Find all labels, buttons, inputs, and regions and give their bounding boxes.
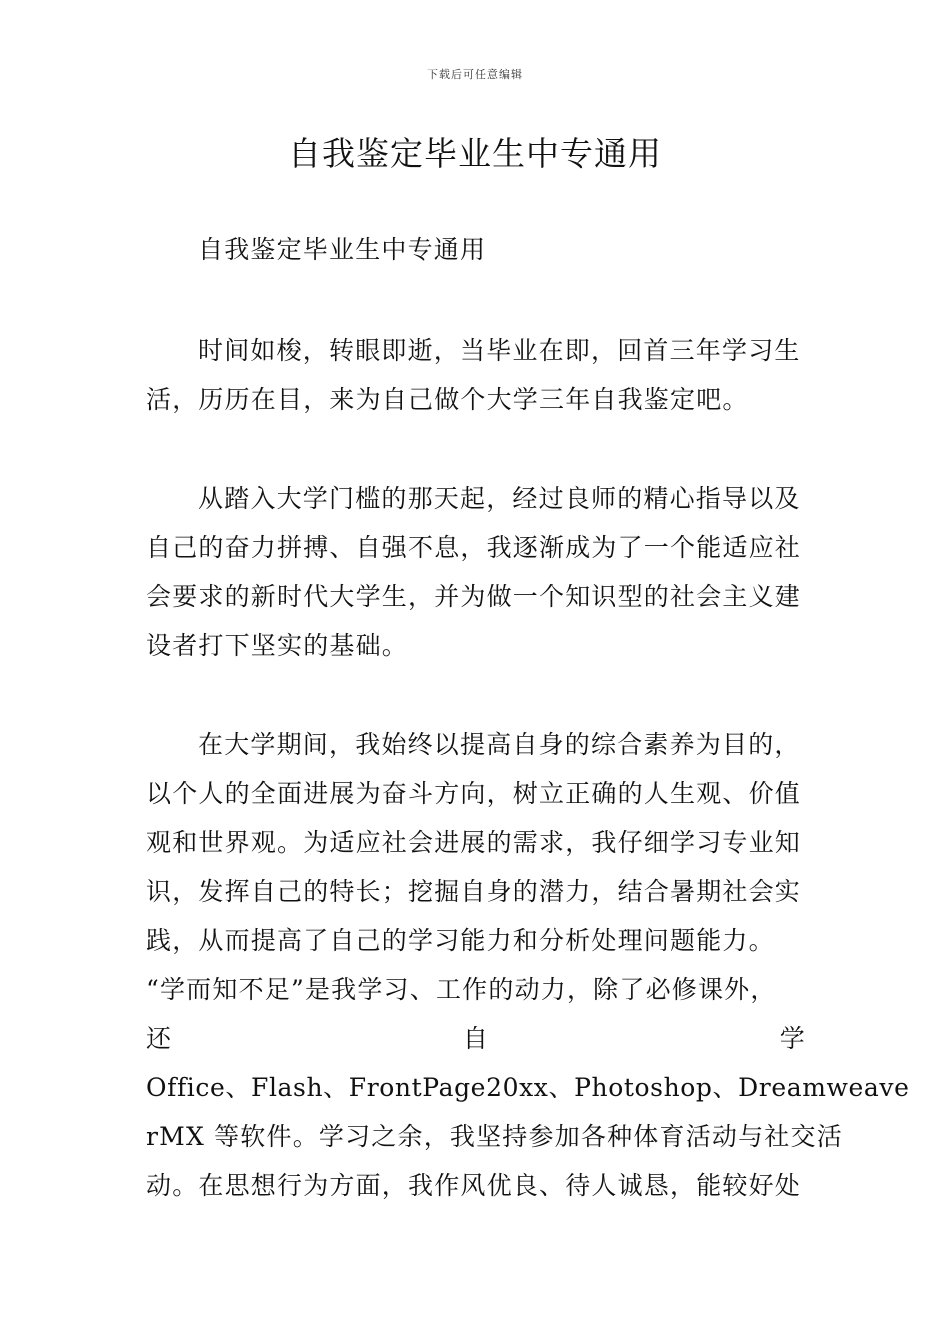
- header-note: 下载后可任意编辑: [427, 68, 523, 81]
- paragraph-3-line-10: 动。在思想行为方面，我作风优良、待人诚恳，能较好处: [146, 1171, 802, 1200]
- paragraph-3-line-1: 在大学期间，我始终以提高自身的综合素养为目的，: [198, 730, 801, 759]
- paragraph-3: [146, 720, 910, 1210]
- paragraph-3-line-2: 以个人的全面进展为奋斗方向，树立正确的人生观、价值: [146, 779, 802, 808]
- document-title: 自我鉴定毕业生中专通用: [288, 134, 662, 173]
- paragraph-3-line-3: 观和世界观。为适应社会进展的需求，我仔细学习专业知: [146, 828, 802, 857]
- paragraph-3-line-8: Office、Flash、FrontPage20xx、Photoshop、Dreamweave: [146, 1073, 910, 1102]
- paragraph-3-line-7-word-3: 学: [779, 1024, 806, 1053]
- paragraph-3-line-5: 践，从而提高了自己的学习能力和分析处理问题能力。: [146, 926, 775, 955]
- paragraph-3-line-7: [146, 1014, 806, 1063]
- paragraph-1: 时间如梭，转眼即逝，当毕业在即，回首三年学习生活，历历在目，来为自己做个大学三年自我鉴定吧。: [146, 336, 801, 414]
- paragraph-3-line-7-word-2: 自: [462, 1024, 490, 1053]
- paragraph-3-line-6: “学而知不足”是我学习、工作的动力，除了必修课外，: [146, 975, 777, 1004]
- paragraph-3-line-4: 识，发挥自己的特长；挖掘自身的潜力，结合暑期社会实: [146, 877, 802, 906]
- paragraph-3-line-7-word-1: 还: [146, 1024, 173, 1053]
- paragraph-2: 从踏入大学门槛的那天起，经过良师的精心指导以及自己的奋力拼搏、自强不息，我逐渐成为了一个能适应社会要求的新时代大学生，并为做一个知识型的社会主义建设者打下坚实的基础。: [146, 484, 802, 660]
- document-subtitle: 自我鉴定毕业生中专通用: [198, 235, 487, 264]
- paragraph-3-line-9: rMX 等软件。学习之余，我坚持参加各种体育活动与社交活: [146, 1122, 843, 1151]
